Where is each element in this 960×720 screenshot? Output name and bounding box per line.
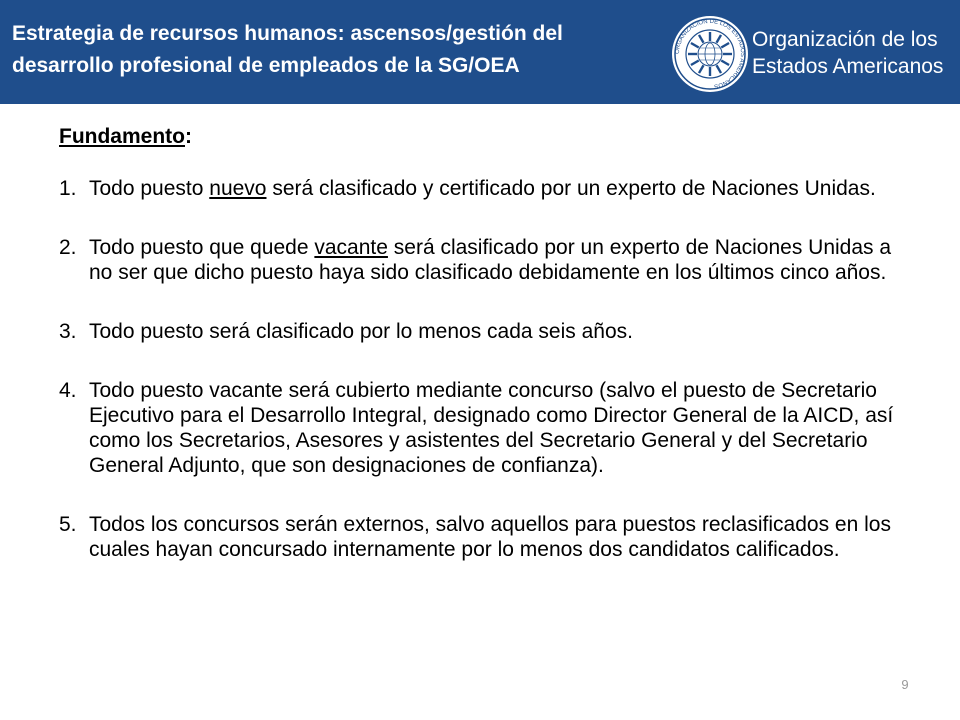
list-item [59, 235, 919, 285]
underlined-term: nuevo [209, 177, 267, 200]
oas-seal-icon [670, 14, 750, 94]
underlined-term: vacante [314, 236, 388, 259]
list-item-number: 4. [59, 379, 77, 402]
list-item-text [89, 236, 891, 284]
list-item-number: 1. [59, 177, 77, 200]
list-item [59, 319, 919, 344]
list-item-text: Todo puesto vacante será cubierto mediante concurso (salvo el puesto de Secretario Ejecutivo para el Desarrollo Integral, designado como Director General de la AICD, así como los Secretarios, Asesores y asistentes del Secretario General y del Secretario General Adjunto, que son designaciones de confianza). [89, 379, 894, 477]
organization-name-line-1: Organización de los [752, 28, 938, 51]
list-item-number: 5. [59, 513, 77, 536]
list-item-text [89, 177, 876, 200]
header-banner [0, 0, 960, 104]
list-item-text-after: será clasificado por un experto de Naciones Unidas a no ser que dicho puesto haya sido clasificado debidamente en los últimos cinco años. [89, 236, 892, 284]
list-item [59, 378, 919, 478]
list-item [59, 512, 919, 562]
section-heading-text: Fundamento [59, 125, 185, 148]
svg-text:ORGANIZACION DE LOS ESTADOS AM: ORGANIZACION DE LOS ESTADOS AMERICANOS [674, 18, 746, 89]
section-heading [59, 122, 919, 152]
organization-name [752, 26, 957, 80]
organization-name-line-2: Estados Americanos [752, 55, 944, 78]
list-item-text-before: Todo puesto [89, 177, 210, 200]
slide-title: Estrategia de recursos humanos: ascensos/gestión del desarrollo profesional de empleados de la SG/OEA [12, 22, 563, 77]
list-item-number: 3. [59, 320, 77, 343]
list-item [59, 176, 919, 201]
list-item-number: 2. [59, 236, 77, 259]
list-item-text-after: será clasificado y certificado por un experto de Naciones Unidas. [266, 177, 876, 200]
list-item-text-before: Todo puesto que quede [89, 236, 315, 259]
list-item-text: Todos los concursos serán externos, salvo aquellos para puestos reclasificados en los cuales hayan concursado internamente por lo menos dos candidatos calificados. [89, 513, 891, 561]
slide-body [59, 122, 919, 596]
page-number: 9 [901, 677, 909, 692]
section-heading-colon: : [185, 125, 192, 148]
list-item-text: Todo puesto será clasificado por lo menos cada seis años. [89, 320, 633, 343]
